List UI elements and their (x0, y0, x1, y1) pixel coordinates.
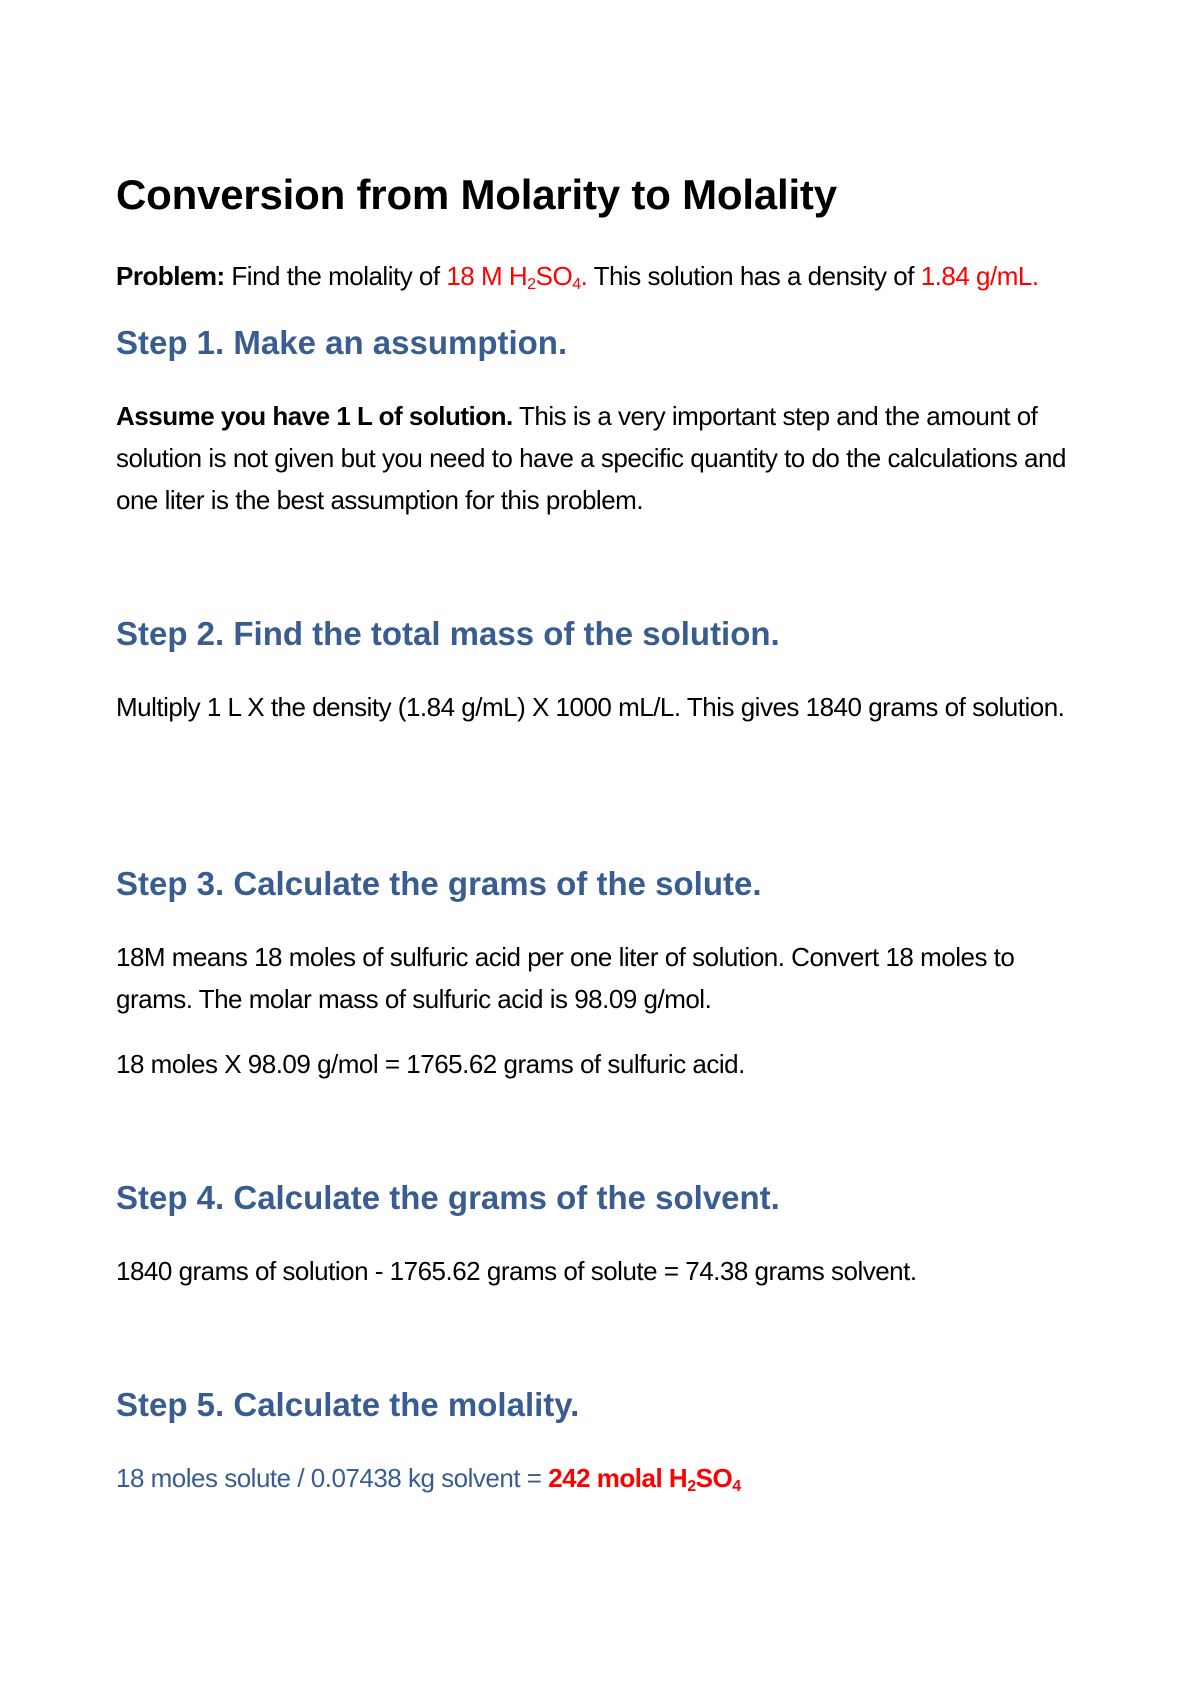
step-3-calculation: 18 moles X 98.09 g/mol = 1765.62 grams of sulfuric acid. (116, 1049, 745, 1079)
step-3-heading: Step 3. Calculate the grams of the solute. (116, 865, 762, 902)
problem-text-before: Find the molality of (224, 261, 447, 291)
step-1-body: This is a very important step and the amount of solution is not given but you need to have a specific quantity to do the calculations and one liter is the best assumption for this problem. (116, 401, 1066, 515)
problem-statement (116, 255, 1096, 297)
answer-subscript-2: 2 (687, 1477, 696, 1496)
problem-concentration (446, 261, 588, 294)
step-5-heading: Step 5. Calculate the molality. (116, 1386, 580, 1423)
answer-value: 242 molal H (548, 1463, 688, 1493)
step-1-text (116, 395, 1096, 521)
step-5-text (116, 1457, 1096, 1499)
step-1-heading: Step 1. Make an assumption. (116, 324, 568, 361)
step-4-heading: Step 4. Calculate the grams of the solvent. (116, 1179, 780, 1216)
problem-density: 1.84 g/mL. (920, 261, 1039, 291)
step-2-text: Multiply 1 L X the density (1.84 g/mL) X 1000 mL/L. This gives 1840 grams of solution. (116, 692, 1065, 722)
problem-text-middle: This solution has a density of (587, 261, 921, 291)
formula-subscript-4: 4 (572, 275, 581, 294)
formula-so: SO (535, 261, 573, 291)
concentration-value: 18 M H (446, 261, 528, 291)
formula-subscript-2: 2 (527, 275, 536, 294)
final-answer (548, 1463, 741, 1496)
page-title: Conversion from Molarity to Molality (116, 171, 837, 218)
step-1-bold-lead: Assume you have 1 L of solution. (116, 401, 513, 431)
formula-period: . (580, 261, 588, 291)
step-4-text: 1840 grams of solution - 1765.62 grams of solute = 74.38 grams solvent. (116, 1256, 917, 1286)
problem-label: Problem: (116, 261, 225, 291)
step-5-body: 18 moles solute / 0.07438 kg solvent = (116, 1463, 549, 1493)
answer-so: SO (695, 1463, 733, 1493)
step-2-heading: Step 2. Find the total mass of the solution. (116, 615, 780, 652)
step-3-text: 18M means 18 moles of sulfuric acid per one liter of solution. Convert 18 moles to grams. The molar mass of sulfuric acid is 98.09 g/mol. (116, 942, 1015, 1014)
answer-subscript-4: 4 (732, 1477, 741, 1496)
